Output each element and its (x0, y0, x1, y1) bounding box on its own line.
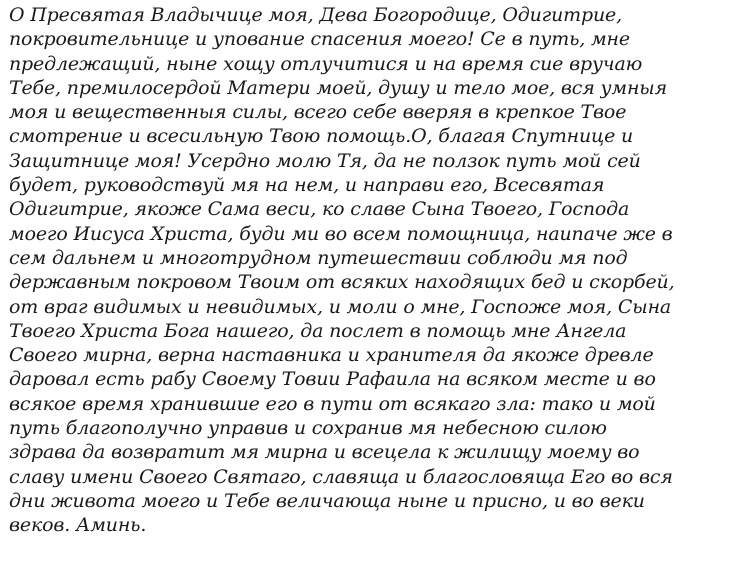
text-line: путь благополучно управив и сохранив мя небесною силою (9, 417, 607, 440)
text-line: веков. Аминь. (9, 514, 147, 537)
text-line: О Пресвятая Владычице моя, Дева Богородице, Одигитрие, (9, 4, 622, 26)
text-line: Защитнице моя! Усердно молю Тя, да не ползок путь мой сей (9, 149, 641, 172)
text-line: здрава да возвратит мя мирна и всецела к жилищу моему во (9, 441, 640, 464)
prayer-text (9, 3, 739, 538)
text-line: дни живота моего и Тебе величающа ныне и присно, и во веки (9, 489, 645, 512)
text-line: Одигитрие, якоже Сама веси, ко славе Сына Твоего, Господа (9, 198, 630, 221)
text-line: славу имени Своего Святаго, славяща и благословяща Его во вся (9, 465, 673, 488)
text-line: моя и вещественныя силы, всего себе вверяя в крепкое Твое (9, 101, 627, 124)
text-line: смотрение и всесильную Твою помощь.О, благая Спутнице и (9, 125, 634, 148)
text-line: Твоего Христа Бога нашего, да послет в помощь мне Ангела (9, 319, 627, 342)
text-line: моего Иисуса Христа, буди ми во всем помощница, наипаче же в (9, 222, 673, 245)
text-line: Своего мирна, верна наставника и хранителя да якоже древле (9, 344, 654, 367)
text-line: сем дальнем и многотрудном путешествии соблюди мя под (9, 246, 628, 269)
text-line: даровал есть рабу Своему Товии Рафаила на всяком месте и во (9, 368, 656, 391)
text-line: Тебе, премилосердой Матери моей, душу и тело мое, вся умныя (9, 76, 667, 99)
text-line: предлежащий, ныне хощу отлучитися и на время сие вручаю (9, 52, 643, 75)
text-line: от враг видимых и невидимых, и моли о мне, Госпоже моя, Сына (9, 295, 672, 318)
text-line: покровительнице и упование спасения моего! Се в путь, мне (9, 28, 630, 51)
text-line: державным покровом Твоим от всяких находящих бед и скорбей, (9, 271, 675, 294)
text-line: будет, руководствуй мя на нем, и направи его, Всесвятая (9, 174, 605, 197)
text-line: всякое время хранившие его в пути от всякаго зла: тако и мой (9, 392, 656, 415)
